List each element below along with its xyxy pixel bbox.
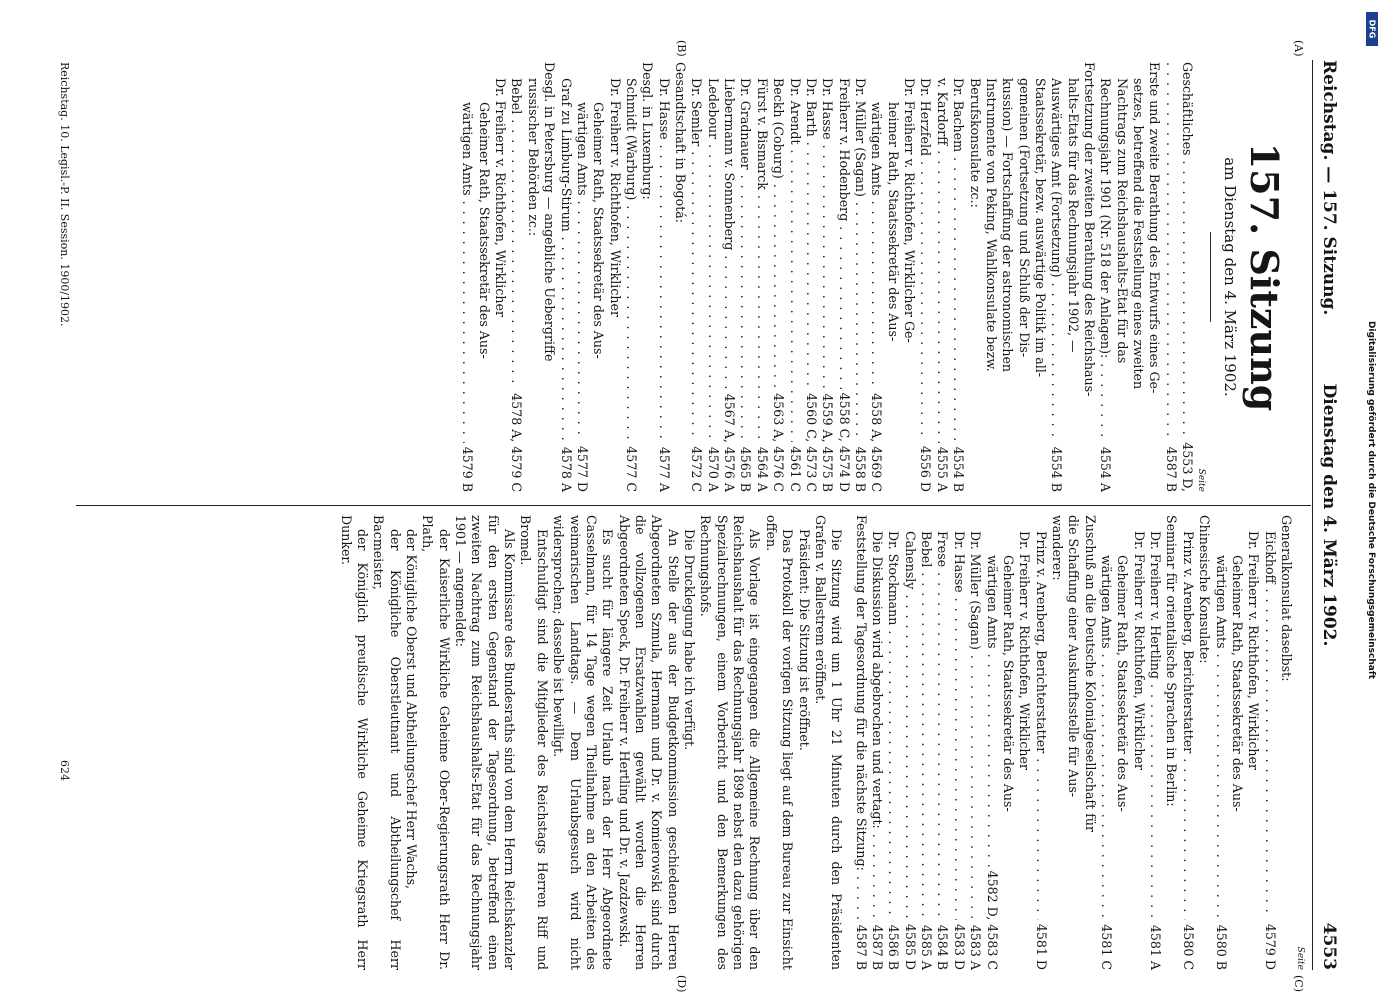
toc-entry [803,62,819,492]
toc-entry-page: 4567 A, 4576 A [722,393,738,492]
toc-line: Generalkonsulat daselbst: [1279,515,1294,682]
toc-entry-page: 4580 C [1180,924,1196,970]
toc-entry-page: 4579 D [1262,923,1278,970]
toc-entry [688,62,704,492]
toc-entry-text [1162,62,1178,443]
digitization-notice-text: Digitalisierung gefördert durch die Deutsche Forschungsgemeinschaft [1366,320,1376,680]
toc-entry-text: Fürst v. Bismarck . . . [754,78,770,443]
proceeding-paragraph: Die Sitzung wird um 1 Uhr 21 Minuten durch den Präsidenten Grafen v. Ballestrem eröffnet. [812,515,845,970]
toc-entry [901,515,917,970]
toc-entry [459,62,475,492]
toc-entry-text: Dr. Hasse . . . [655,78,671,443]
toc-entry-text: Dr. Gradnauer . . . [737,78,753,443]
toc-entry [786,62,802,492]
margin-letter-c: (C) [1292,975,1305,992]
toc-entry-page: 4581 D [1033,923,1049,970]
toc-line: Nachtrags zum Reichshaushalts-Etat für das [1114,78,1130,364]
toc-entry-page: 4587 B [870,924,886,970]
toc-line: russischer Behörden zc.: [525,78,541,237]
proceeding-paragraph: An Stelle der aus der Budgetkommission geschiedenen Herren Abgeordneten Szmula, Hermann und Dr. v. Komierowski sind durch die vollzogenen Ersatzwahlen gewählt worden die Herren Abgeordneten Speck, Dr. Freiherr v. Hertling und Dr. v. Jazdzewski. [616,515,681,970]
right-column [337,515,1305,970]
session-title: 157. Sitzung [1242,142,1287,412]
digitization-notice [1364,14,1378,986]
header-left: Reichstag. — 157. Sitzung. [1319,60,1339,316]
toc-entry-page: 4578 A [558,446,574,492]
dfg-logo-text: DFG [1367,19,1377,39]
toc-entry-page: 4572 C [689,446,705,492]
toc-entry [1098,515,1114,970]
toc-entry [1179,62,1195,492]
toc-entry [623,62,639,492]
toc-line: gemeinen (Fortsetzung und Schluß der Dis- [1016,78,1032,358]
toc-entry-text: Auswärtiges Amt (Fortsetzung) . . . [1048,78,1064,443]
toc-entry-text: wärtigen Amts . . . [1212,555,1228,921]
toc-entry-page: 4577 A [656,446,672,492]
toc-line: Dr. Freiherr v. Richthofen, Wirklicher [1017,531,1033,770]
toc-line: Geheimer Rath, Staatssekretär des Aus- [1000,555,1016,812]
toc-entry-text: Feststellung der Tagesordnung für die nächste Sitzung: . . . [852,515,868,921]
toc-entry [557,62,573,492]
toc-entry-page: 4581 A [1148,924,1164,970]
toc-entry [950,515,966,970]
toc-entry-page: 4578 A, 4579 C [509,393,525,492]
toc-entry-text: Bebel . . . [918,531,934,921]
toc-entry-page: 4565 B [738,446,754,492]
toc-line: Geheimer Rath, Staatssekretär des Aus- [1115,555,1131,812]
toc-entry-page: 4560 C, 4573 C [803,393,819,492]
toc-entry [852,62,868,492]
proceeding-paragraph: Präsident: Die Sitzung ist eröffnet. [796,529,812,751]
toc-entry-text: Freiherr v. Hodenberg . . . [835,78,851,389]
proceeding-paragraph: Die Drucklegung habe ich verfügt. [682,529,698,751]
toc-line: Geheimer Rath, Staatssekretär des Aus- [591,102,607,359]
toc-entry-text: Dr. Müller (Sagan) . . . [852,78,868,443]
toc-entry [933,62,949,492]
seite-label-right: Seite [1295,946,1305,970]
proceeding-paragraph: Als Kommissare des Bundesraths sind von dem Herrn Reichskanzler für den ersten Gegenstand der Tagesordnung, betreffend einen zweiten Nachtrag zum Reichshaushalts-Etat für das Rechnungsjahr 1901 — angemeldet: [453,515,518,970]
toc-entry-text: Dr. Semler . . . [688,78,704,442]
toc-entry-text: Dr. Herzfeld . . . [917,78,933,442]
toc-entry-text: Graf zu Limburg-Stirum . . . [557,78,573,443]
toc-entry-page: 4563 A, 4576 C [771,393,787,492]
toc-entry [950,62,966,492]
toc-entry-page: 4587 B [853,924,869,970]
toc-entry-text: Die Diskussion wird abgebrochen und vertagt: . . . [869,531,885,921]
toc-entry-page: 4555 A [934,446,950,492]
toc-entry [819,62,835,492]
column-divider [76,505,1311,506]
toc-line: Seminar für orientalische Sprachen in Berlin: [1164,515,1180,807]
toc-entry [655,62,671,492]
toc-entry [508,62,524,492]
toc-entry-text: wärtigen Amts . . . [574,102,590,442]
toc-line: Fortsetzung der zweiten Berathung des Reichshaus- [1082,62,1098,397]
proceeding-paragraph: Entschuldigt sind die Mitglieder des Reichstags Herren Riff und Bromel. [518,515,550,970]
toc-entry-text: wärtigen Amts . . . [1098,555,1114,920]
toc-entry-text: Dr. Bachem . . . [950,78,966,443]
toc-entry-page: 4558 A, 4569 C [869,393,885,492]
toc-entry [1212,515,1228,970]
toc-entry [1261,515,1277,970]
toc-entry-page: 4583 D [951,923,967,970]
toc-entry-text: Dr. Stockmann . . . [885,531,901,921]
toc-line: Dr. Freiherr v. Richthofen, Wirklicher [493,78,509,317]
toc-entry-text: wärtigen Amts . . . [983,555,999,867]
toc-entry-page: 4586 B [886,924,902,970]
toc-entry-page: 4559 A, 4575 B [820,393,836,492]
toc-entry [754,62,770,492]
toc-entry [852,515,868,970]
toc-line: die Schaffung einer Auskunftsstelle für Aus- [1066,515,1082,798]
toc-entry [1048,62,1064,492]
toc-line: wanderer: [1049,515,1065,581]
toc-entry-text: Cahensly . . . [901,531,917,920]
toc-line: Dr. Freiherr v. Richthofen, Wirklicher [607,78,623,317]
toc-entry-page: 4558 B [853,446,869,492]
toc-entry-text: v. Kardorff . . . [933,78,949,443]
toc-entry-text: Dr. Arendt . . . [786,78,802,442]
toc-entry-page: 4579 B [460,446,476,492]
toc-line: Dr. Freiherr v. Richthofen, Wirklicher [1246,531,1262,770]
proceeding-paragraph: der Königliche Oberstleutnant und Abtheilungschef Herr Bacmeister, [371,515,403,970]
toc-entry-text: Liebermann v. Sonnenberg . . . [721,78,737,390]
toc-entry-text: Ledebour . . . [704,78,720,443]
page-header [1312,60,1343,970]
toc-entry [885,515,901,970]
toc-entry-text: Beckh (Coburg) . . . [770,78,786,389]
toc-entry-text: Schmidt (Warburg) . . . [623,78,639,442]
toc-entry-page: 4554 B [951,446,967,492]
toc-entry [835,62,851,492]
seite-label: Seite [1196,468,1207,492]
toc-entry-page: 4564 A [754,446,770,492]
toc-entry-text: wärtigen Amts . . . [459,102,475,443]
toc-line: Geheimer Rath, Staatssekretär des Aus- [476,102,492,359]
toc-entry-page: 4553 D, [1180,442,1196,492]
proceeding-paragraph: Als Vorlage ist eingegangen die Allgemeine Rechnung über den Reichshaushalt für das Rechnungsjahr 1898 nebst den dazu gehörigen Spezialrechnungen, einem Vorbericht und den Bemerkungen des Rechnungshofs. [698,515,763,970]
session-proceedings [337,515,844,970]
toc-line: Desgl. in Luxemburg: [640,62,656,200]
toc-entry-page: 4554 B [1049,446,1065,492]
toc-entry-page: 4584 B [935,924,951,970]
proceeding-paragraph: der Königliche Oberst und Abtheilungschef Herr Wachs, [403,529,419,890]
toc-entry [737,62,753,492]
toc-entry-page: 4585 D [902,923,918,970]
toc-line: Chinesische Konsulate: [1197,515,1213,664]
toc-line: Erste und zweite Berathung des Entwurfs eines Ge- [1147,62,1163,394]
toc-line: Berufskonsulate zc.: [967,78,983,208]
margin-letter-b: (B) [675,40,688,57]
toc-entry-page: 4577 D [574,445,590,492]
proceeding-paragraph: der Kaiserliche Wirkliche Geheime Ober-Regierungsrath Herr Dr. Plath, [420,515,452,970]
toc-entry [967,515,983,970]
proceeding-paragraph: der Königlich preußische Wirkliche Geheime Kriegsrath Herr Dunker. [338,515,370,970]
toc-entry-page: 4582 D, 4583 C [984,870,1000,970]
toc-entry [1097,62,1113,492]
toc-line: Desgl. in Petersburg — angebliche Uebergriffe [542,62,558,362]
toc-entry [869,515,885,970]
left-column [459,62,1305,492]
toc-entry-page: 4577 C [623,446,639,492]
toc-entry-page: 4585 A [919,924,935,970]
title-rule [1210,232,1211,322]
toc-entry [983,515,999,970]
toc-entry-text: Rechnungsjahr 1901 (Nr. 518 der Anlagen): . . . [1097,78,1113,443]
toc-entry [1179,515,1195,970]
right-toc-list [852,515,1294,970]
toc-entry-page: 4561 C [787,446,803,492]
toc-entry [918,515,934,970]
toc-entry-text: Frese . . . [934,531,950,921]
toc-entry [704,62,720,492]
margin-letter-d: (D) [675,975,688,993]
toc-entry-text: Dr. Hasse . . . [950,531,966,920]
toc-entry [721,62,737,492]
toc-line: heimer Rath, Staatssekretär des Aus- [885,102,901,342]
toc-entry-text: Eickhoff . . . [1261,531,1277,920]
toc-entry-text: Bebel . . . [508,78,524,389]
toc-entry [574,62,590,492]
toc-entry-text: Dr. Barth . . . [803,78,819,389]
margin-letter-a: (A) [1292,40,1305,57]
toc-line: Staatssekretär, bezw. auswärtige Politik im all- [1032,78,1048,378]
toc-line: Dr. Freiherr v. Richthofen, Wirklicher Ge- [902,78,918,343]
session-subtitle: am Dienstag den 4. März 1902. [1221,157,1240,397]
toc-line: setzes, betreffend die Feststellung eines zweiten [1131,78,1147,390]
toc-entry [1032,515,1048,970]
toc-entry-page: 4558 C, 4574 D [836,392,852,492]
proceeding-paragraph: Es sucht für längere Zeit Urlaub nach der Herr Abgeordnete Casselmann, für 14 Tage wegen Theilnahme an den Arbeiten des weimarischen Landtags. — Dem Urlaubsgesuch wird nicht widersprochen; dasselbe ist bewilligt. [551,515,616,970]
toc-line: Gesandtschaft in Bogotá: [673,62,689,224]
toc-entry-page: 4581 C [1099,924,1115,970]
toc-entry [934,515,950,970]
toc-entry-page: 4583 A [968,924,984,970]
toc-entry [868,62,884,492]
toc-entry [1162,62,1178,492]
page-footer: Reichstag. 10. Legisl.-P. II. Session. 1900/1902. [58,62,71,327]
toc-line: Zuschuß an die Deutsche Kolonialgesellschaft für [1082,515,1098,833]
toc-entry-text: wärtigen Amts . . . [868,102,884,389]
header-date: Dienstag den 4. März 1902. [1319,383,1339,647]
toc-entry-text: Geschäftliches . . . [1179,62,1195,438]
toc-line: Geheimer Rath, Staatssekretär des Aus- [1229,555,1245,812]
toc-entry-page: 4556 D [918,445,934,492]
toc-entry [1147,515,1163,970]
proceeding-paragraph: Das Protokoll der vorigen Sitzung liegt auf dem Bureau zur Einsicht offen. [763,515,796,970]
toc-entry-text: Prinz v. Arenberg, Berichterstatter . . . [1032,531,1048,920]
toc-entry-page: 4587 B [1163,446,1179,492]
toc-entry-page: 4580 B [1213,924,1229,970]
toc-entry-page: 4554 A [1098,446,1114,492]
toc-line: halts-Etats für das Rechnungsjahr 1902, — [1065,78,1081,353]
toc-entry-text: Dr. Freiherr v. Hertling . . . [1147,531,1163,921]
toc-line: Dr. Freiherr v. Richthofen, Wirklicher [1131,531,1147,770]
left-toc-list [459,62,1195,492]
toc-entry [770,62,786,492]
toc-entry-page: 4570 A [705,446,721,492]
toc-entry-text: Dr. Hasse . . . [819,78,835,390]
page-number: 4553 [1319,922,1339,970]
toc-entry-text: Prinz v. Arenberg, Berichterstatter . . . [1179,531,1195,920]
sheet-signature: 624 [58,760,71,781]
toc-line: kussion) — Fortschaffung der astronomischen [1000,78,1016,373]
toc-line: Instrumente von Peking, Wahlkonsulate bezw. [983,78,999,372]
toc-entry-text: Dr. Müller (Sagan) . . . [967,531,983,921]
toc-entry [917,62,933,492]
